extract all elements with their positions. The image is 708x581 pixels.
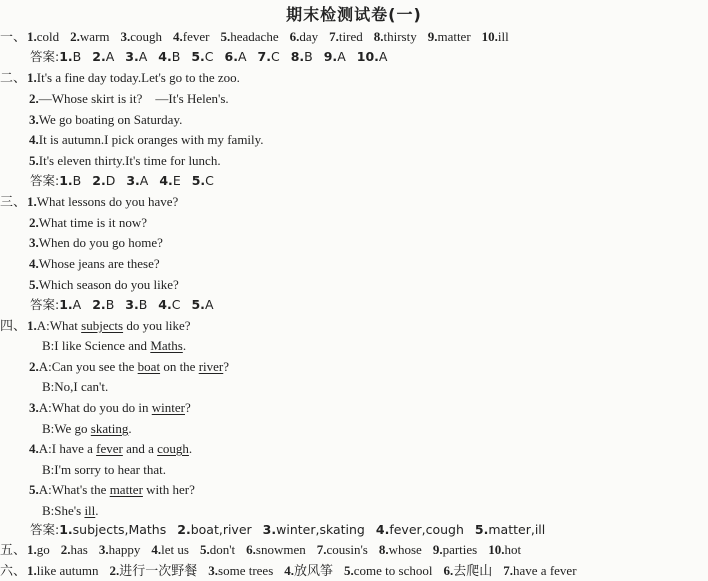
answer-label: 答案: [30, 173, 60, 188]
answer-item: 5.C [191, 173, 214, 188]
word-item: 9.parties [432, 542, 478, 557]
word-item: 5.don't [199, 542, 236, 557]
answer-item: 2.A [92, 49, 115, 64]
section-4-dialog-2a: 2.A:Can you see the boat on the river? [29, 359, 230, 374]
word-item: 4.fever [173, 29, 210, 44]
word-item: 5.headache [220, 29, 279, 44]
answer-item: 1.B [59, 173, 82, 188]
word-item: 7.have a fever [503, 563, 577, 578]
word-item: 1.go [27, 542, 50, 557]
section-2-line-4: 4.It is autumn.I pick oranges with my family. [29, 132, 264, 147]
answer-item: 1.B [59, 49, 82, 64]
word-item: 10.hot [488, 542, 522, 557]
section-number: 二、 [0, 70, 27, 85]
section-4-answers [30, 522, 556, 538]
answer-item: 3.B [125, 297, 148, 312]
answer-item: 4.C [158, 297, 181, 312]
section-number: 五、 [0, 542, 27, 557]
word-item: 7.cousin's [316, 542, 368, 557]
section-3-line-4: 4.Whose jeans are these? [29, 256, 160, 271]
word-item: 3.happy [98, 542, 141, 557]
word-item: 10.ill [481, 29, 509, 44]
answer-item: 5.C [191, 49, 214, 64]
section-number: 一、 [0, 29, 27, 44]
answer-item: 6.A [224, 49, 247, 64]
word-item: 4.放风筝 [284, 563, 334, 578]
section-6-words [0, 563, 588, 579]
section-4-dialog-1b: B:I like Science and Maths. [42, 338, 187, 353]
section-4-dialog-4b: B:I'm sorry to hear that. [42, 462, 167, 477]
section-2-line-2: 2.—Whose skirt is it? —It's Helen's. [29, 91, 229, 106]
word-item: 4.let us [151, 542, 189, 557]
word-item: 7.tired [329, 29, 363, 44]
answer-item: 10.A [356, 49, 388, 64]
word-item: 6.snowmen [246, 542, 306, 557]
answer-item: 2.boat,river [177, 522, 252, 537]
answer-item: 1.A [59, 297, 82, 312]
section-number: 三、 [0, 194, 27, 209]
section-number: 四、 [0, 318, 27, 333]
section-3-line-2: 2.What time is it now? [29, 215, 148, 230]
answer-item: 3.A [125, 49, 148, 64]
section-5-words [0, 542, 532, 558]
section-2-line-5: 5.It's eleven thirty.It's time for lunch. [29, 153, 221, 168]
word-item: 6.去爬山 [443, 563, 493, 578]
word-item: 2.warm [70, 29, 110, 44]
section-2-answers [30, 173, 225, 189]
word-item: 9.matter [427, 29, 471, 44]
answer-item: 8.B [290, 49, 313, 64]
word-item: 8.whose [378, 542, 422, 557]
section-2-line-3: 3.We go boating on Saturday. [29, 112, 183, 127]
section-3-line-1: 三、1.What lessons do you have? [0, 194, 179, 209]
answer-item: 4.E [159, 173, 181, 188]
answer-item: 1.subjects,Maths [59, 522, 167, 537]
section-4-dialog-4a: 4.A:I have a fever and a cough. [29, 441, 193, 456]
section-3-answers [30, 297, 225, 313]
word-item: 3.cough [120, 29, 163, 44]
answer-label: 答案: [30, 49, 60, 64]
word-item: 1.cold [27, 29, 60, 44]
section-4-dialog-5a: 5.A:What's the matter with her? [29, 482, 195, 497]
section-4-dialog-2b: B:No,I can't. [42, 379, 109, 394]
answer-item: 3.A [126, 173, 149, 188]
answer-item: 7.C [257, 49, 280, 64]
page-title: 期末检测试卷(一) [286, 5, 422, 24]
section-4-dialog-1a: 四、1.A:What subjects do you like? [0, 318, 191, 333]
section-4-dialog-5b: B:She's ill. [42, 503, 99, 518]
answer-label: 答案: [30, 522, 60, 537]
word-item: 2.has [60, 542, 88, 557]
answer-item: 2.B [92, 297, 115, 312]
answer-item: 2.D [92, 173, 116, 188]
section-1-words [0, 29, 520, 45]
word-item: 8.thirsty [373, 29, 417, 44]
answer-label: 答案: [30, 297, 60, 312]
answer-item: 3.winter,skating [262, 522, 365, 537]
section-4-dialog-3b: B:We go skating. [42, 421, 132, 436]
word-item: 2.进行一次野餐 [109, 563, 198, 578]
section-2-line-1: 二、1.It's a fine day today.Let's go to the zoo. [0, 70, 240, 85]
section-number: 六、 [0, 563, 27, 578]
answer-item: 4.fever,cough [375, 522, 464, 537]
answer-item: 5.matter,ill [474, 522, 546, 537]
section-1-answers [30, 49, 398, 65]
section-3-line-3: 3.When do you go home? [29, 235, 163, 250]
answer-item: 5.A [191, 297, 214, 312]
word-item: 3.some trees [208, 563, 274, 578]
answer-item: 4.B [158, 49, 181, 64]
section-4-dialog-3a: 3.A:What do you do in winter? [29, 400, 191, 415]
answer-item: 9.A [323, 49, 346, 64]
section-3-line-5: 5.Which season do you like? [29, 277, 179, 292]
word-item: 6.day [289, 29, 319, 44]
word-item: 5.come to school [344, 563, 433, 578]
word-item: 1.like autumn [27, 563, 99, 578]
